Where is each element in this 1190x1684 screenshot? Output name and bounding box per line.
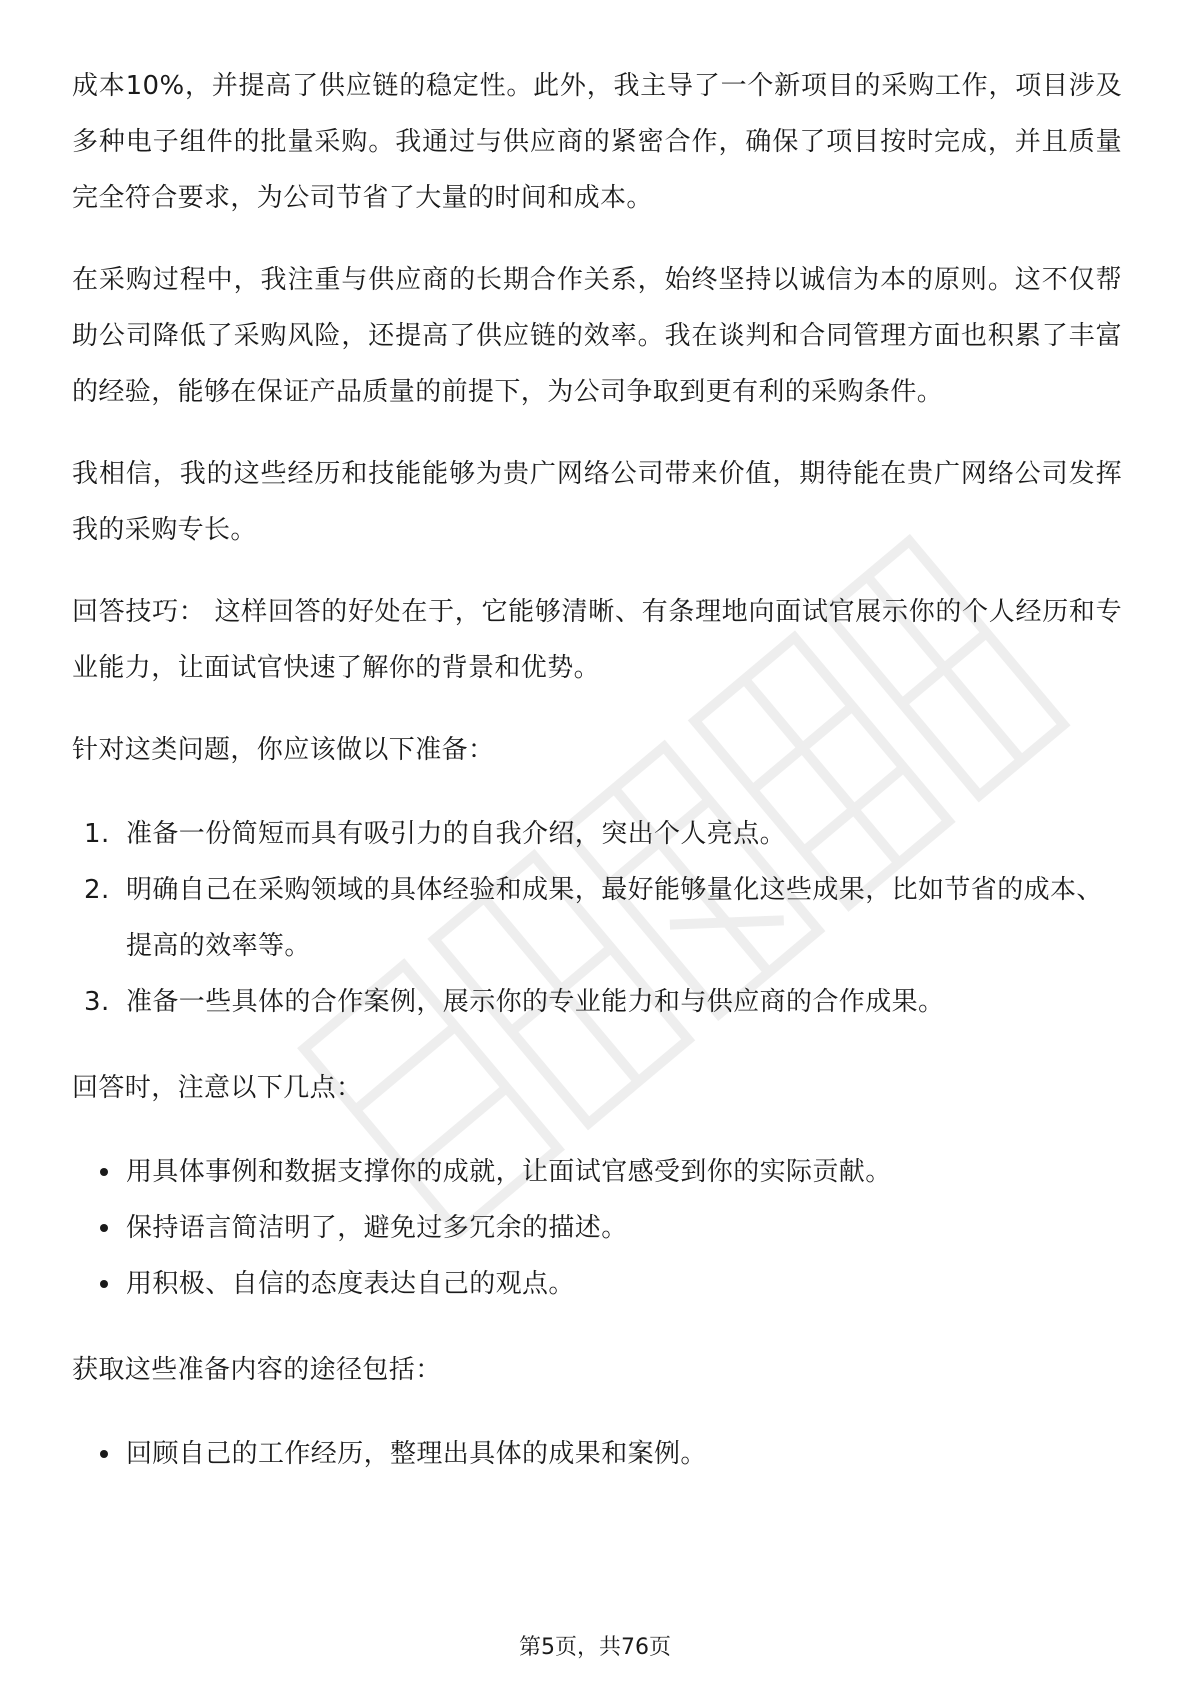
list-item-text: 用具体事例和数据支撑你的成就，让面试官感受到你的实际贡献。 — [126, 1157, 892, 1187]
paragraph-answer-tips: 回答技巧： 这样回答的好处在于，它能够清晰、有条理地向面试官展示你的个人经历和专业能力，让面试官快速了解你的背景和优势。 — [72, 597, 1122, 683]
paragraph-attention-intro: 回答时，注意以下几点： — [72, 1073, 363, 1103]
bullet-icon — [100, 1168, 108, 1176]
list-item-text: 明确自己在采购领域的具体经验和成果，最好能够量化这些成果，比如节省的成本、提高的效率等。 — [126, 875, 1103, 961]
list-item-text: 用积极、自信的态度表达自己的观点。 — [126, 1269, 575, 1299]
list-item-text: 准备一些具体的合作案例，展示你的专业能力和与供应商的合作成果。 — [126, 987, 945, 1017]
paragraph-prep-intro: 针对这类问题，你应该做以下准备： — [72, 735, 495, 765]
attention-list — [72, 1144, 1122, 1312]
paragraph-sources-intro: 获取这些准备内容的途径包括： — [72, 1355, 442, 1385]
bullet-icon — [100, 1450, 108, 1458]
list-marker: 1. — [84, 819, 110, 849]
list-item — [72, 974, 1122, 1030]
list-item — [72, 1144, 1122, 1200]
list-marker: 2. — [84, 875, 110, 905]
list-item-text: 回顾自己的工作经历，整理出具体的成果和案例。 — [126, 1439, 707, 1469]
list-item-text: 保持语言简洁明了，避免过多冗余的描述。 — [126, 1213, 628, 1243]
list-item — [72, 1200, 1122, 1256]
prep-list — [72, 806, 1122, 1030]
page-number: 第5页，共76页 — [519, 1635, 671, 1660]
list-marker: 3. — [84, 987, 110, 1017]
list-item — [72, 1426, 1122, 1482]
paragraph-belief: 我相信，我的这些经历和技能能够为贵广网络公司带来价值，期待能在贵广网络公司发挥我的采购专长。 — [72, 459, 1122, 545]
bullet-icon — [100, 1280, 108, 1288]
document-page — [72, 58, 1122, 1512]
list-item — [72, 1256, 1122, 1312]
list-item-text: 准备一份简短而具有吸引力的自我介绍，突出个人亮点。 — [126, 819, 787, 849]
list-item — [72, 806, 1122, 862]
paragraph-experience: 成本10%，并提高了供应链的稳定性。此外，我主导了一个新项目的采购工作，项目涉及多种电子组件的批量采购。我通过与供应商的紧密合作，确保了项目按时完成，并且质量完全符合要求，为公司节省了大量的时间和成本。 — [72, 71, 1122, 213]
bullet-icon — [100, 1224, 108, 1232]
list-item — [72, 862, 1122, 974]
sources-list — [72, 1426, 1122, 1482]
paragraph-supplier-relations: 在采购过程中，我注重与供应商的长期合作关系，始终坚持以诚信为本的原则。这不仅帮助公司降低了采购风险，还提高了供应链的效率。我在谈判和合同管理方面也积累了丰富的经验，能够在保证产品质量的前提下，为公司争取到更有利的采购条件。 — [72, 265, 1122, 407]
